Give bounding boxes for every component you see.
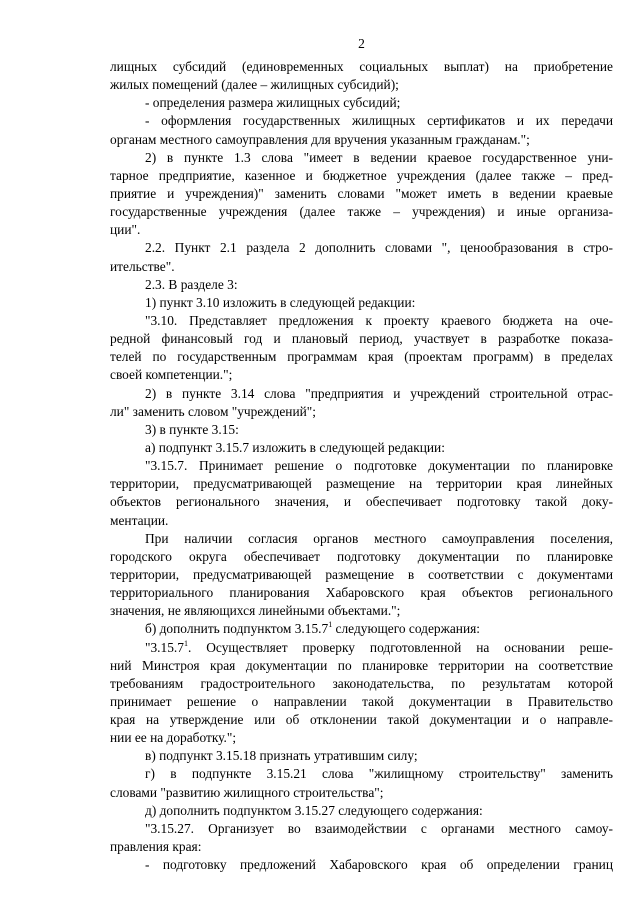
superscript: 1 <box>183 638 188 648</box>
document-page <box>110 35 613 874</box>
text-line <box>110 58 613 76</box>
text-line <box>110 711 613 729</box>
text-line-content: органам местного самоуправления для вручения указанным гражданам."; <box>110 131 530 147</box>
text-line-content: территории, предусматривающей размещение на территории края линейных <box>110 476 613 492</box>
text-line-content: 2.3. В разделе 3: <box>145 276 238 292</box>
text-line-content: лищных субсидий (единовременных социальных выплат) на приобретение <box>110 59 613 74</box>
text-line-content: нии ее на доработку."; <box>110 730 237 746</box>
text-line-content: - подготовку предложений Хабаровского края об определении границ <box>145 857 613 873</box>
text-line <box>110 765 613 783</box>
text-line <box>110 475 613 493</box>
text-line <box>110 856 613 874</box>
text-line-continuation: следующего содержания: <box>332 621 481 637</box>
text-line <box>110 221 613 239</box>
text-line <box>110 512 613 530</box>
text-line <box>110 657 613 675</box>
page-number: 2 <box>358 36 365 51</box>
text-line <box>110 584 613 602</box>
text-line <box>110 385 613 403</box>
text-line-content: 2.2. Пункт 2.1 раздела 2 дополнить словами ", ценообразования в стро- <box>145 240 613 256</box>
text-line <box>110 276 613 294</box>
text-line <box>110 294 613 312</box>
text-line <box>110 239 613 257</box>
text-line-content: территориального планирования Хабаровского края объектов регионального <box>110 585 613 601</box>
text-line <box>110 330 613 348</box>
text-line <box>110 566 613 584</box>
text-line <box>110 802 613 820</box>
text-line-content: - оформления государственных жилищных сертификатов и их передачи <box>145 113 613 129</box>
text-line-content: словами "развитию жилищного строительства"; <box>110 784 384 800</box>
text-line <box>110 76 613 94</box>
text-line-content: тарное предприятие, казенное и бюджетное учреждения (далее также – пред- <box>110 167 613 183</box>
text-line-content: требованиям градостроительного законодательства, по результатам которой <box>110 675 613 691</box>
text-line-content: редной финансовый год и плановый период, участвует в разработке показа- <box>110 331 613 347</box>
text-line-content: правления края: <box>110 839 202 855</box>
text-line <box>110 493 613 511</box>
text-line-content: 3) в пункте 3.15: <box>145 421 239 437</box>
text-line <box>110 421 613 439</box>
text-line <box>110 185 613 203</box>
text-line-content: городского округа обеспечивает подготовку документации по планировке <box>110 548 613 564</box>
text-line <box>110 403 613 421</box>
text-line <box>110 693 613 711</box>
text-line-content: "3.15.27. Организует во взаимодействии с органами местного самоу- <box>145 820 613 836</box>
text-line-content: ли" заменить словом "учреждений"; <box>110 403 316 419</box>
text-line <box>110 457 613 475</box>
text-line-content: своей компетенции."; <box>110 367 233 383</box>
text-line-content: телей по государственным программам края (проектам программ) в пределах <box>110 349 613 365</box>
text-line <box>110 548 613 566</box>
text-line <box>110 602 613 620</box>
text-line <box>110 838 613 856</box>
text-line <box>110 729 613 747</box>
text-line <box>110 312 613 330</box>
text-line <box>110 784 613 802</box>
text-line-content: объектов регионального значения, и обеспечивает подготовку такой доку- <box>110 494 613 510</box>
text-line <box>110 94 613 112</box>
text-line-content: приятие и учреждения)" заменить словами "может иметь в ведении краевые <box>110 185 613 201</box>
text-line <box>110 366 613 384</box>
document-body <box>110 58 613 874</box>
text-line <box>110 258 613 276</box>
text-line-content: принимает решение о направлении такой документации в Правительство <box>110 693 613 709</box>
text-line-content: значения, не являющихся линейными объектами."; <box>110 603 401 619</box>
text-line <box>110 348 613 366</box>
text-line-content: 2) в пункте 3.14 слова "предприятия и учреждений строительной отрас- <box>145 385 613 401</box>
text-line <box>110 167 613 185</box>
text-line-content: ции". <box>110 222 141 238</box>
text-line-content: д) дополнить подпунктом 3.15.27 следующего содержания: <box>145 802 483 818</box>
text-line-content: ний Минстроя края документации по планировке территории на соответствие <box>110 657 613 673</box>
text-line <box>110 439 613 457</box>
text-line-content: "3.15.7. Принимает решение о подготовке документации по планировке <box>145 458 613 474</box>
text-line <box>110 747 613 765</box>
text-line-content: жилых помещений (далее – жилищных субсидий); <box>110 77 399 93</box>
superscript: 1 <box>328 620 333 630</box>
text-line <box>110 112 613 130</box>
text-line-content: государственные учреждения (далее также – учреждения) и иные организа- <box>110 204 613 220</box>
text-line-content: а) подпункт 3.15.7 изложить в следующей редакции: <box>145 439 445 455</box>
text-line-content: При наличии согласия органов местного самоуправления поселения, <box>145 530 613 546</box>
text-line <box>110 149 613 167</box>
text-line-content: в) подпункт 3.15.18 признать утратившим силу; <box>145 748 418 764</box>
text-line <box>110 203 613 221</box>
text-line-content: б) дополнить подпунктом 3.15.7 <box>145 621 329 637</box>
text-line-content: ительстве". <box>110 258 175 274</box>
text-line-content: территории, предусматривающей размещение в соответствии с документами <box>110 566 613 582</box>
text-line-content: ментации. <box>110 512 169 528</box>
text-line-content: г) в подпункте 3.15.21 слова "жилищному строительству" заменить <box>145 766 613 782</box>
text-line-content: - определения размера жилищных субсидий; <box>145 95 401 111</box>
text-line <box>110 820 613 838</box>
text-line <box>110 530 613 548</box>
text-line <box>110 639 613 657</box>
text-line-content: края на утверждение или об отклонении такой документации и о направле- <box>110 712 613 728</box>
text-line-content: 2) в пункте 1.3 слова "имеет в ведении краевое государственное уни- <box>145 149 613 165</box>
text-line <box>110 131 613 149</box>
text-line <box>110 620 613 638</box>
text-line <box>110 675 613 693</box>
text-line-content: 1) пункт 3.10 изложить в следующей редакции: <box>145 294 416 310</box>
text-line-continuation: . Осуществляет проверку подготовленной на основании реше- <box>187 639 613 655</box>
text-line-content: "3.15.7 <box>145 639 184 655</box>
text-line-content: "3.10. Представляет предложения к проекту краевого бюджета на оче- <box>145 312 613 328</box>
